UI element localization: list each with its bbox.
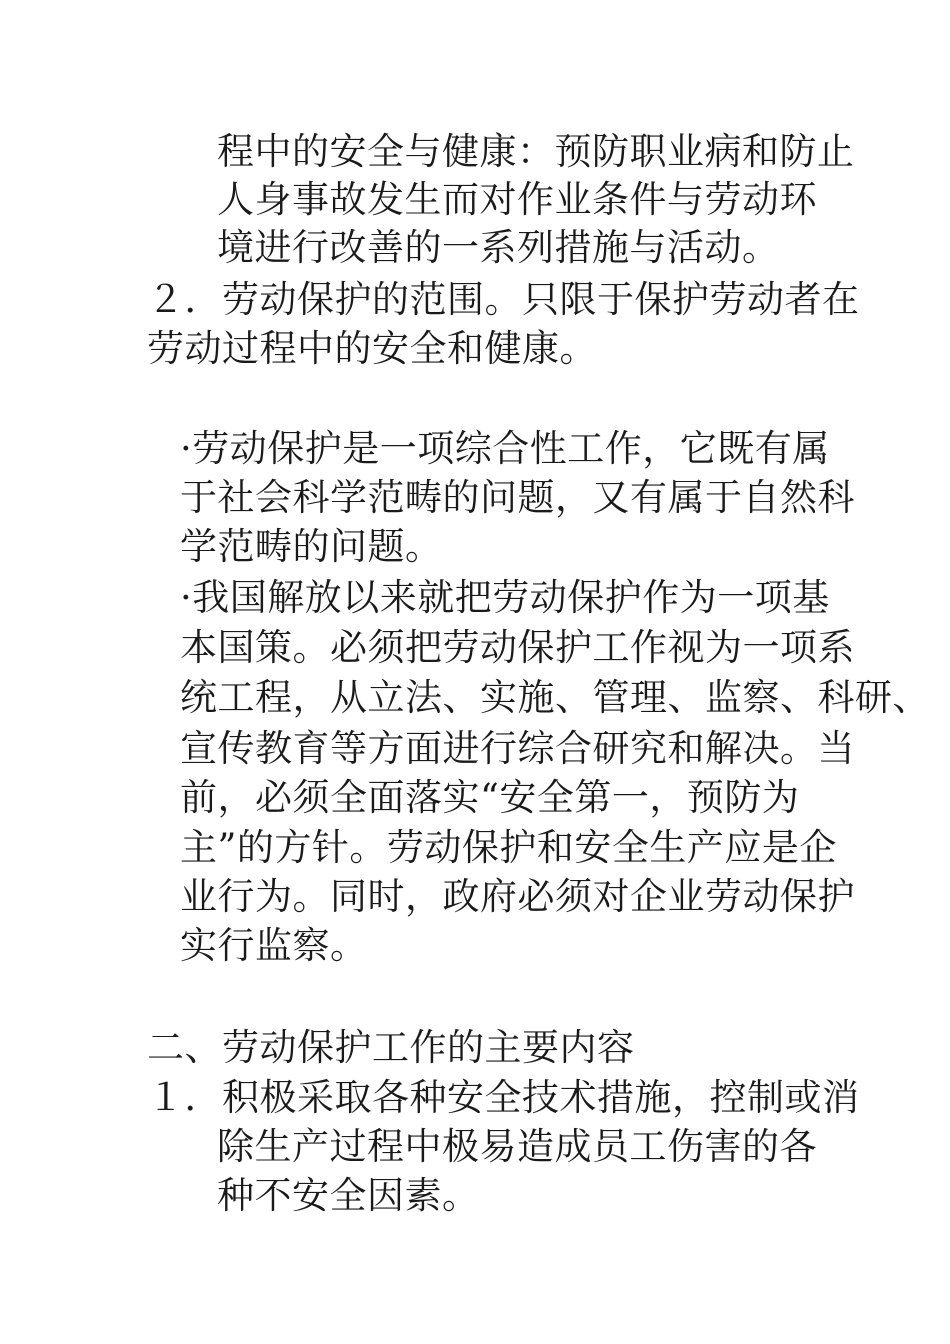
text-line: 前，必须全面落实“安全第一，预防为: [180, 776, 800, 819]
list-item-1: １．积极采取各种安全技术措施，控制或消: [147, 1076, 860, 1119]
text-line: 境进行改善的一系列措施与活动。: [217, 226, 780, 269]
bullet-item: ·我国解放以来就把劳动保护作为一项基: [180, 576, 830, 619]
text-line: 人身事故发生而对作业条件与劳动环: [217, 178, 817, 221]
text-line: 本国策。必须把劳动保护工作视为一项系: [180, 626, 855, 669]
text-line: 于社会科学范畴的问题，又有属于自然科: [180, 476, 855, 519]
text-line: 主”的方针。劳动保护和安全生产应是企: [180, 826, 837, 869]
text-line: 除生产过程中极易造成员工伤害的各: [217, 1125, 817, 1168]
list-item-2: ２．劳动保护的范围。只限于保护劳动者在: [147, 278, 860, 321]
text-line: 业行为。同时，政府必须对企业劳动保护: [180, 875, 855, 918]
text-line: 程中的安全与健康：预防职业病和防止: [217, 130, 855, 173]
text-line: 学范畴的问题。: [180, 525, 443, 568]
section-heading: 二、劳动保护工作的主要内容: [147, 1026, 635, 1069]
bullet-item: ·劳动保护是一项综合性工作，它既有属: [180, 427, 830, 470]
text-line: 种不安全因素。: [217, 1174, 480, 1217]
text-line: 统工程，从立法、实施、管理、监察、科研、: [180, 676, 930, 719]
text-line: 宣传教育等方面进行综合研究和解决。当: [180, 727, 855, 770]
text-line: 实行监察。: [180, 924, 368, 967]
text-line: 劳动过程中的安全和健康。: [147, 327, 597, 370]
